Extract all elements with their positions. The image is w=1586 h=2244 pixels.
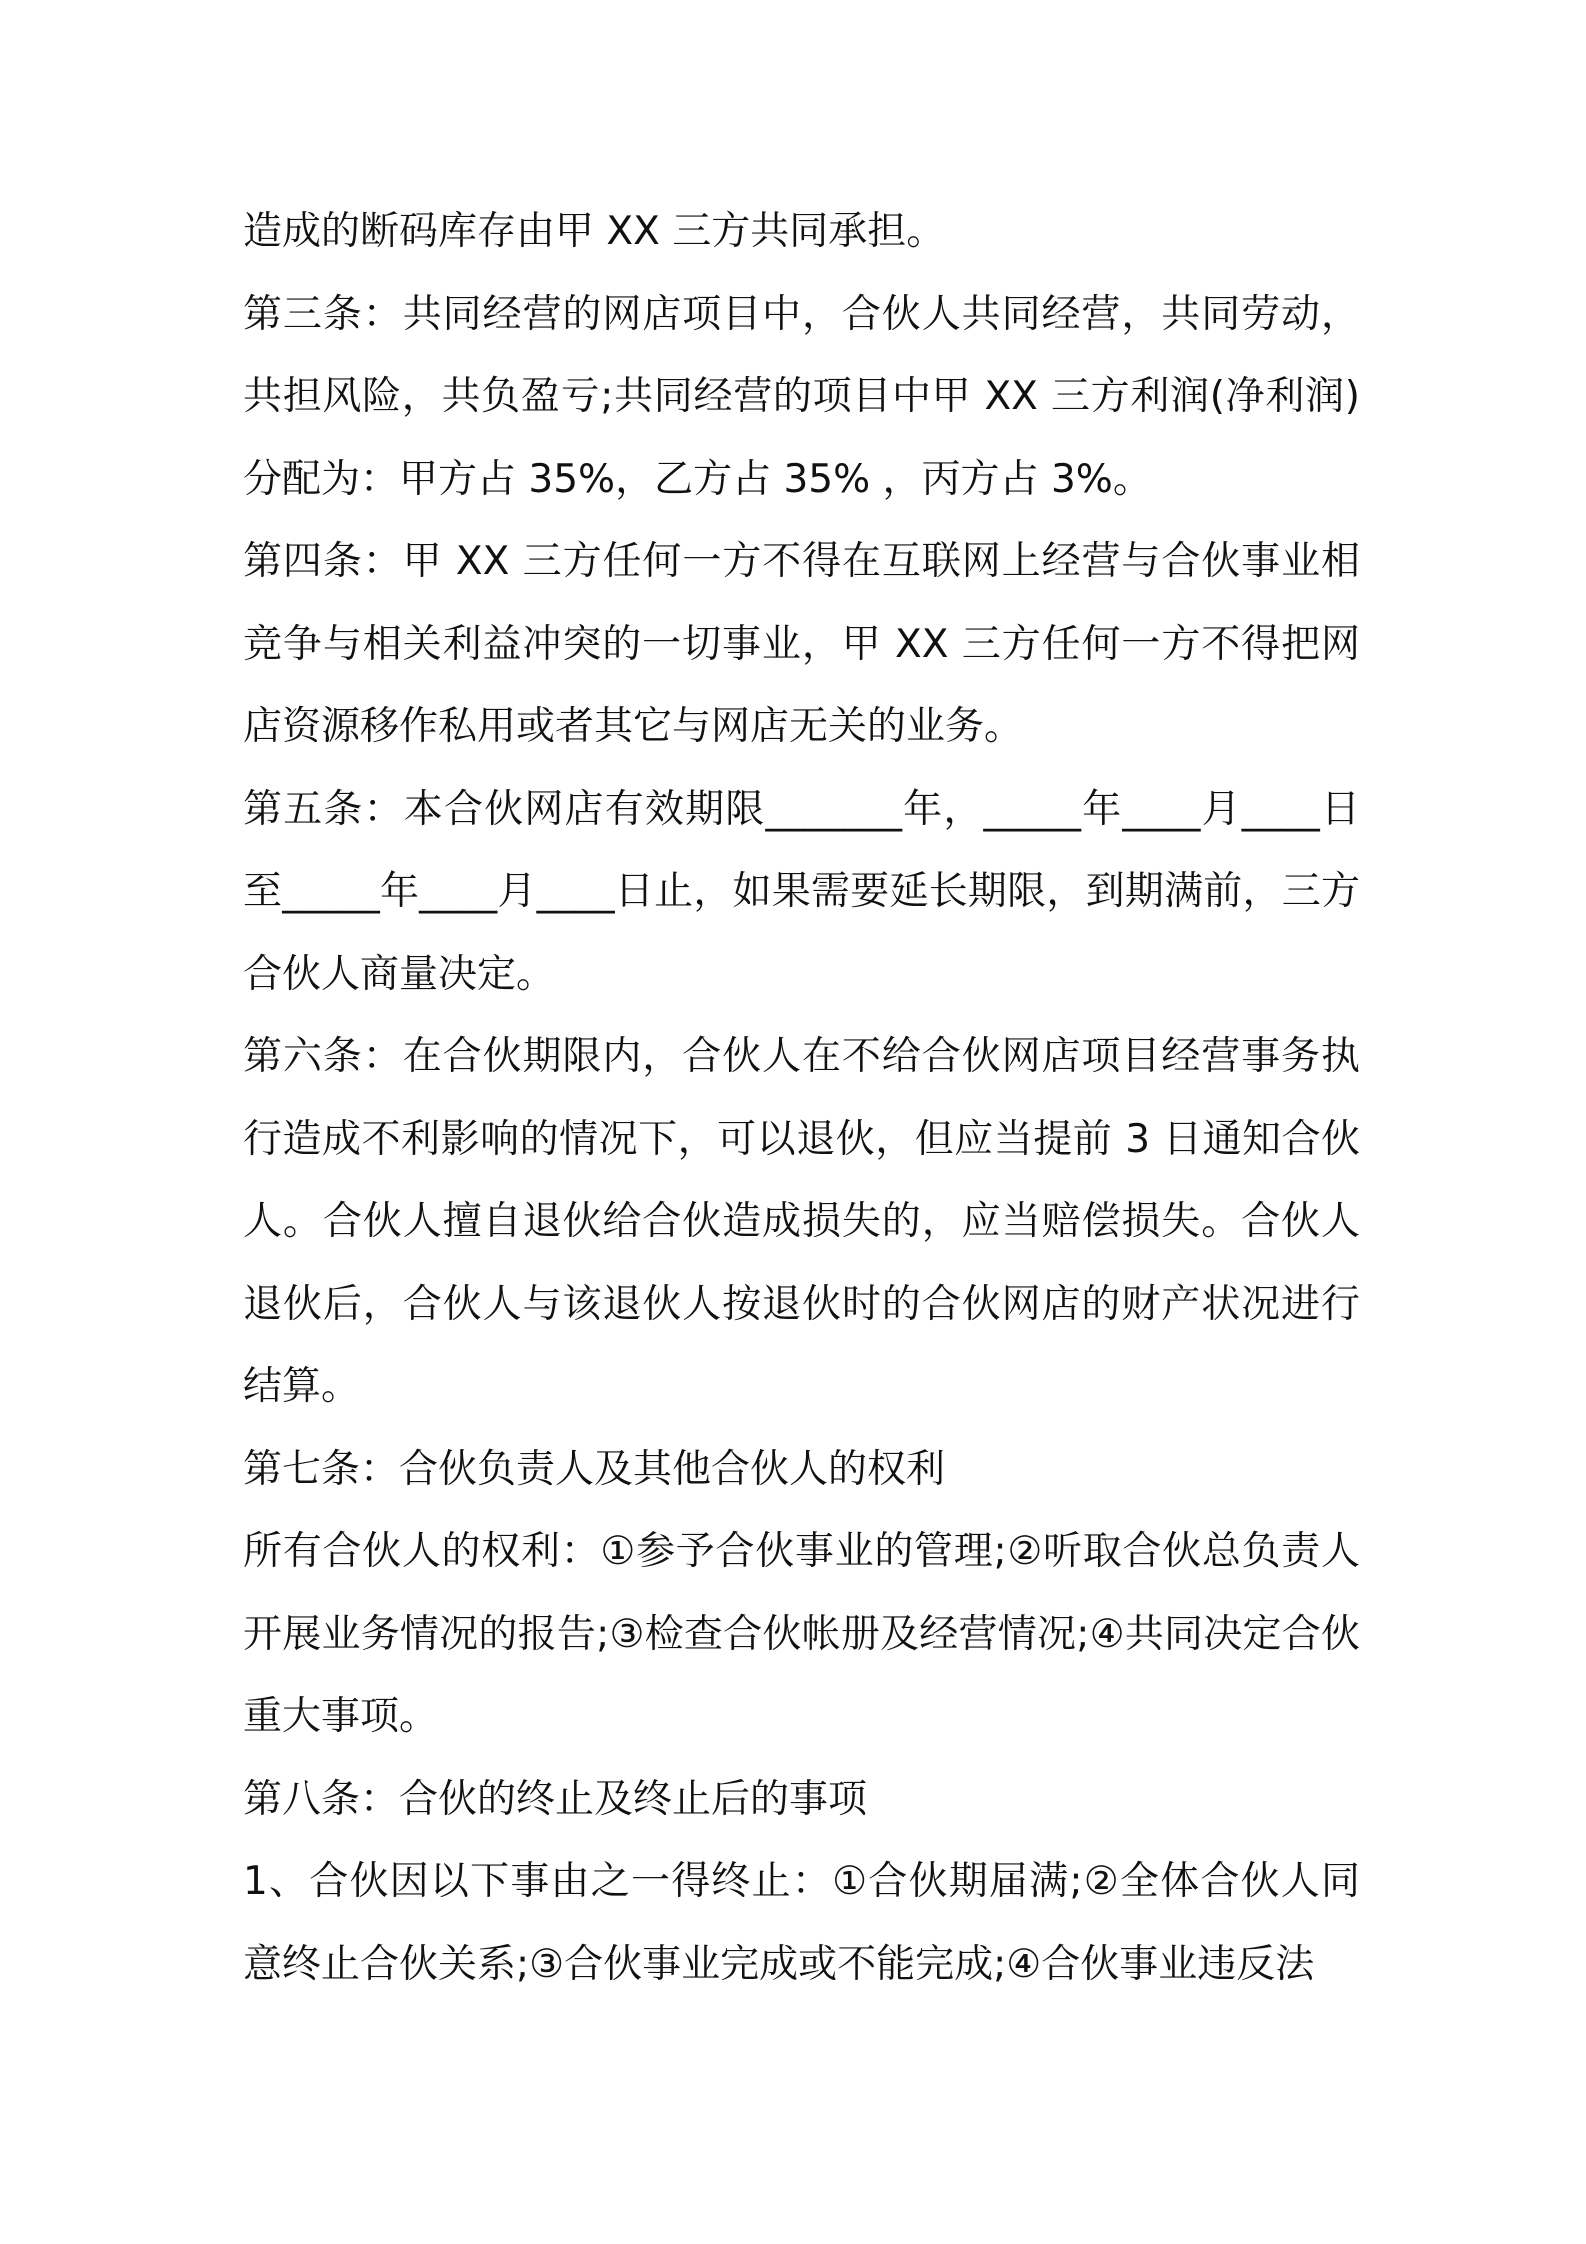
paragraph-article-5: 第五条：本合伙网店有效期限_______年，_____年____月____日至_____年____月____日止，如果需要延长期限，到期满前，三方合伙人商量决定。 [243, 786, 1360, 997]
paragraph-article-3: 第三条：共同经营的网店项目中，合伙人共同经营，共同劳动，共担风险，共负盈亏;共同经营的项目中甲 XX 三方利润(净利润)分配为：甲方占 35%，乙方占 35% ，丙方占 3%。 [243, 291, 1360, 502]
paragraph-article-8-heading: 第八条：合伙的终止及终止后的事项 [243, 1776, 868, 1822]
paragraph-termination-causes: 1、合伙因以下事由之一得终止：①合伙期届满;②全体合伙人同意终止合伙关系;③合伙事业完成或不能完成;④合伙事业违反法 [243, 1859, 1360, 1987]
paragraph-article-6: 第六条：在合伙期限内，合伙人在不给合伙网店项目经营事务执行造成不利影响的情况下，可以退伙，但应当提前 3 日通知合伙人。合伙人擅自退伙给合伙造成损失的，应当赔偿损失。合伙人退伙后，合伙人与该退伙人按退伙时的合伙网店的财产状况进行结算。 [243, 1034, 1360, 1409]
paragraph-article-4: 第四条：甲 XX 三方任何一方不得在互联网上经营与合伙事业相竞争与相关利益冲突的一切事业，甲 XX 三方任何一方不得把网店资源移作私用或者其它与网店无关的业务。 [243, 539, 1360, 749]
paragraph-stock-liability: 造成的断码库存由甲 XX 三方共同承担。 [243, 209, 946, 254]
contract-text [243, 191, 1360, 2006]
paragraph-partner-rights: 所有合伙人的权利：①参予合伙事业的管理;②听取合伙总负责人开展业务情况的报告;③检查合伙帐册及经营情况;④共同决定合伙重大事项。 [243, 1529, 1360, 1739]
paragraph-article-7-heading: 第七条：合伙负责人及其他合伙人的权利 [243, 1446, 946, 1492]
